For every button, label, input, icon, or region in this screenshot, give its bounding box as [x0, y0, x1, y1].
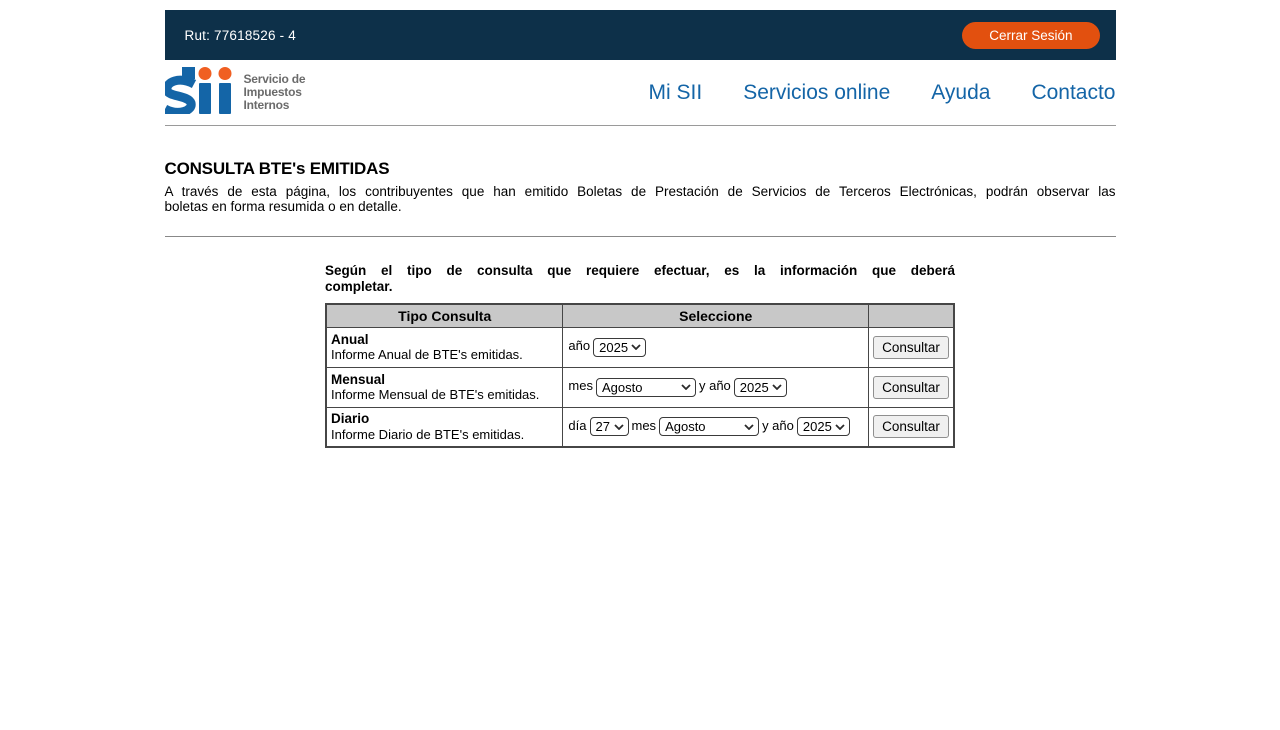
tipo-cell-anual: [326, 327, 563, 367]
consultar-button-mensual[interactable]: Consultar: [873, 376, 949, 399]
field-label-dia: día: [568, 418, 587, 434]
chevron-down-icon: [681, 384, 691, 390]
tipo-cell-diario: [326, 407, 563, 447]
topbar: [165, 10, 1116, 60]
column-header-tipo-consulta: Tipo Consulta: [326, 304, 563, 327]
page-description-line2: boletas en forma resumida o en detalle.: [164, 199, 402, 214]
field-label-mes: mes: [568, 378, 593, 394]
tipo-title: Diario: [331, 411, 370, 427]
consultar-button-diario[interactable]: Consultar: [873, 415, 949, 438]
chevron-down-icon: [835, 424, 845, 430]
action-cell-diario: [868, 407, 954, 447]
seleccione-cell-diario: [563, 407, 869, 447]
main-nav: [649, 81, 1116, 105]
page-description: [165, 184, 1116, 214]
nav-item-contacto[interactable]: Contacto: [1031, 80, 1116, 104]
consulta-section: [325, 263, 955, 448]
seleccione-cell-mensual: [563, 367, 869, 407]
consulta-table: [325, 303, 955, 448]
field-label-y-ano: y año: [762, 418, 794, 434]
field-label-y-ano: y año: [698, 378, 731, 394]
field-label-ano: año: [568, 338, 591, 354]
chevron-down-icon: [744, 424, 754, 430]
field-label-mes: mes: [631, 418, 657, 434]
month-select-mensual[interactable]: Agosto: [596, 378, 696, 397]
divider: [165, 236, 1116, 237]
action-cell-mensual: [868, 367, 954, 407]
chevron-down-icon: [614, 424, 624, 430]
year-select-diario[interactable]: 2025: [797, 417, 850, 436]
tipo-title: Mensual: [331, 371, 386, 387]
sii-logo[interactable]: [165, 67, 306, 119]
table-header-row: [326, 304, 954, 327]
tipo-title: Anual: [331, 331, 369, 347]
page-container: [165, 10, 1116, 448]
column-header-actions: [868, 304, 954, 327]
chevron-down-icon: [772, 384, 782, 390]
consultar-button-anual[interactable]: Consultar: [873, 336, 949, 359]
page-title: CONSULTA BTE's EMITIDAS: [164, 159, 390, 178]
page-description-line1: A través de esta página, los contribuyentes que han emitido Boletas de Prestación de Servicios de Terceros Electrónicas, podrán observar las: [164, 184, 1116, 199]
table-row-diario: [326, 407, 954, 447]
tipo-description: Informe Diario de BTE's emitidas.: [331, 426, 525, 442]
day-select-diario[interactable]: 27: [590, 417, 629, 436]
sii-logo-icon: [165, 67, 233, 119]
instruction-line2: completar.: [325, 278, 393, 294]
nav-item-ayuda[interactable]: Ayuda: [931, 80, 991, 104]
chevron-down-icon: [631, 344, 641, 350]
year-select-mensual[interactable]: 2025: [734, 378, 787, 397]
action-cell-anual: [868, 327, 954, 367]
nav-item-servicios-online[interactable]: Servicios online: [743, 80, 891, 104]
tipo-description: Informe Mensual de BTE's emitidas.: [331, 387, 540, 402]
table-row-anual: [326, 327, 954, 367]
instruction-text: [325, 263, 955, 294]
tipo-description: Informe Anual de BTE's emitidas.: [331, 347, 523, 362]
cerrar-sesion-button[interactable]: Cerrar Sesión: [962, 22, 1099, 49]
nav-item-mi-sii[interactable]: Mi SII: [648, 80, 703, 104]
table-row-mensual: [326, 367, 954, 407]
instruction-line1: Según el tipo de consulta que requiere efectuar, es la información que deberá: [325, 263, 955, 278]
rut-text: Rut: 77618526 - 4: [184, 27, 296, 43]
year-select-anual[interactable]: 2025: [593, 338, 646, 357]
site-header: [165, 60, 1116, 126]
tipo-cell-mensual: [326, 367, 563, 407]
sii-logo-text: Servicio de Impuestos Internos: [243, 72, 306, 112]
column-header-seleccione: Seleccione: [563, 304, 869, 327]
seleccione-cell-anual: [563, 327, 869, 367]
month-select-diario[interactable]: Agosto: [659, 417, 759, 436]
